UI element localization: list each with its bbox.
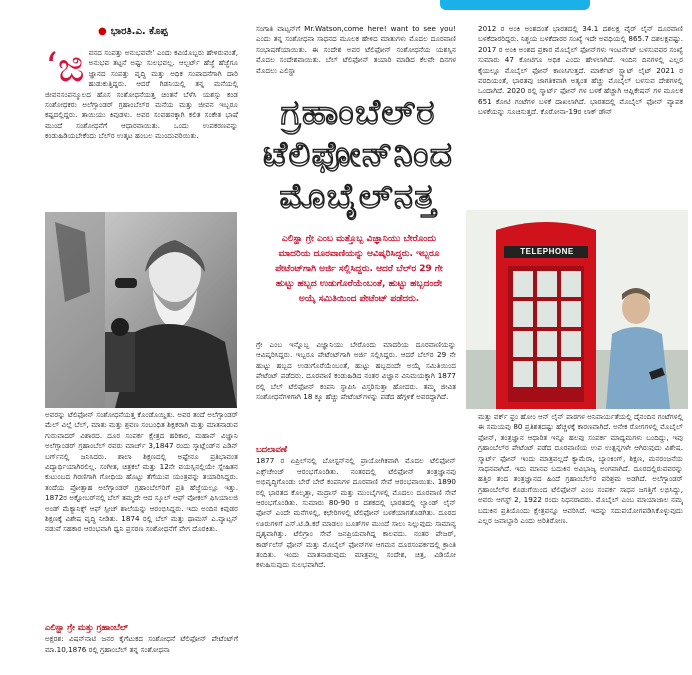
column-3-top-paragraph: 2012 ರ ಅಂಕಿ ಅಂಶದಂತೆ ಭಾರತದಲ್ಲಿ 34.1 ದಶಲಕ್ಷ ವೈರ್ ಲೈನ್ ದೂರವಾಣಿ ಬಳಕೆದಾರರಿದ್ದರು. ನಿಶ್ಚಯ ಬಳಕೆದಾರರ ಸಂಖ್ಯೆ ಇದೇ ಅವಧಿಯಲ್ಲಿ 865.7 ದಶಲಕ್ಷವಷ್ಟು. 2017 ರ ಅಂಕಿ ಅಂಶದ ಪ್ರಕಾರ ಮೊಬೈಲ್ ಫೋನ್‌ಗಳು ಇಂಟರ್ನೆಟ್ ಬಳಸುವವರ ಸಂಖ್ಯೆ ಸುಮಾರು 47 ಕೋಟಿಗೂ ಅಧಿಕ ಎಂದು ಹೇಳಲಾಗಿದೆ. ಇಂದಿನ ದಿನಗಳಲ್ಲಿ ಎಲ್ಲರ ಕೈಯಲ್ಲೂ ಮೊಬೈಲ್ ಫೋನ್ ಕಾಣಸಿಗುತ್ತದೆ. ಮಾರ್ಕೆಟ್ ಸ್ಟ್ಯಾಟ್ ಲೈಟ್ 2021 ರ ವರದಿಯಂತೆ, ಭಾರತವು ಜಾಗತಿಕವಾಗಿ ಅತ್ಯಂತ ಹೆಚ್ಚು ಮೊಬೈಲ್ ಬಳಸುವ ದೇಶಗಳಲ್ಲಿ ಒಂದಾಗಿದೆ. 2020 ರಲ್ಲಿ ಸ್ಮಾರ್ಟ್ ಫೋನ್ ಗಳ ಬಳಕೆ ಹೆಚ್ಚಾಗಿ ಆಪ್ಲಿಕೇಷನ್ ಗಳ ಮೂಲಕ 651 ಕೋಟಿ ಗಂಟೆಗಳ ಬಳಕೆ ದಾಖಲಾಗಿದೆ. ಭಾರತದಲ್ಲಿ ಮೊಬೈಲ್ ಫೋನ್ ವ್ಯಾಪಕ ಬಳಕೆಯನ್ನು ಸೂಚಿಸುತ್ತದೆ. ಕೊರೋನಾ-19ರ ಲಾಕ್ ಡೌನ್ (478, 24, 683, 117)
booth-illustration (466, 210, 688, 409)
byline-text: ಭಾರತಿ.ಎ. ಕೊಪ್ಪ (110, 26, 168, 37)
header-tab (440, 0, 590, 10)
section-heading-change: ಬದಲಾವಣೆ (256, 444, 287, 454)
title-line-2: ಟೆಲಿಫೋನ್‌ನಿಂದ (262, 135, 454, 175)
booth-sign: TELEPHONE (520, 247, 574, 256)
vintage-telephone-photo (45, 212, 237, 408)
title-line-1: ಗ್ರಹಾಂಬೆಲ್‌ರ (280, 93, 436, 133)
column-1-tail: ಅಕ್ಷರಶ: ವಿಷನ್‌ನಾಟಿ ಜನರ ಕೈಗೆಟುಕದ ಸಂಶೋಧನೆ ಟೆಲಿಫೋನ್ ಪೇಟೆಂಟ್‌ಗೆ ಮಾ.10,1876 ರಲ್ಲಿ ಗ್ರಹಾಂಬೆಲ್ ತನ್ನ ಸಂಶೋಧನಾ (45, 634, 238, 654)
column-3-bottom-paragraph: ಮತ್ತು ವರ್ಕ್ ಫ್ರಂ ಹೋಂ ಆನ್ ಲೈನ್ ಪಾಠಗಳ ಅನಿವಾರ್ಯತೆಯಲ್ಲಿ ದೈನಂದಿನ ಗಂಟೆಗಳಲ್ಲಿ ಈ ಸಮಯವು 80 ಪ್ರತಿಶತದಷ್ಟು ಹೆಚ್ಚಳಕ್ಕೆ ಕಾರಣವಾಗಿದೆ. ಅನೇಕ ರೋಗಗಳಲ್ಲಿ ಮೊಬೈಲ್ ಫೋನ್, ತಂತ್ರಜ್ಞಾನ ಆಧಾರಿತ ಇನ್ನೂ ಹಲವು ಸಂಪರ್ಕ ಮಾಧ್ಯಮಗಳು ಬಂದಿದ್ದು, ಇವು ಗ್ರಹಾಂಬೆಲ್‌ರ ಪೇಟೆಂಟ್ ಪಡೆದ ದೂರವಾಣಿಯ ಉಪ ಉತ್ಪನ್ನಗಳೇ ಆಗಿರುವುದು ವಿಶೇಷ. ಸ್ಮಾರ್ಟ್ ಫೋನ್ ಇಂದು ಮಾತ್ರವಲ್ಲದೆ ಕ್ಯಾಮೆರಾ, ಬ್ಯಾಂಕಿಂಗ್, ಶಿಕ್ಷಣ, ಮನರಂಜನೆಯ ಸಾಧನವಾಗಿದೆ. ಇದು ಮಾನವ ಬದುಕಿನ ಅವಿಭಾಜ್ಯ ಅಂಗವಾಗಿದೆ. ದೂರದಲ್ಲಿರುವವರನ್ನು ಹತ್ತಿರ ತಂದ ತಂತ್ರಜ್ಞಾನದ ಹಿಂದೆ ಗ್ರಹಾಂಬೆಲ್‌ರ ಪರಿಶ್ರಮ ಅಡಗಿದೆ. ಅಲೆಗ್ಸಾಂಡರ್ ಗ್ರಹಾಂಬೆಲ್‌ರ ಕೊಡುಗೆಯಿಂದ ಟೆಲಿಫೋನ್ ಎಂಬ ಸಂಪರ್ಕ ಸಾಧನ ಜಗತ್ತಿಗೆ ಲಭಿಸಿದ್ದು, ಅವರು ಆಗಸ್ಟ್ 2, 1922 ರಂದು ನಿಧನರಾದರು. ಮೊಬೈಲ್ ಎಂಬ ಮಾಯಾಜಾಲ ನಮ್ಮ ಬದುಕಿನ ಪ್ರತಿಯೊಂದು ಕ್ಷೇತ್ರವನ್ನೂ ಆವರಿಸಿದೆ. ಇದನ್ನು ಸದುಪಯೋಗಪಡಿಸಿಕೊಳ್ಳುವುದು ಎಲ್ಲರ ಜವಾಬ್ದಾರಿ ಎಂದು ಅರಿತಿರೋಣ. (478, 412, 683, 526)
section-heading-gray-and-bell: ಎಲಿಸ್ಹಾ ಗ್ರೇ ಮತ್ತು ಗ್ರಹಾಂಬೆಲ್ (45, 622, 129, 632)
column-2-mid (256, 340, 456, 438)
intro-text: ವನದ ಸಂಪತ್ತು ಅನುಭವವೇ’ ಎಂದು ಕವಿಯೊಬ್ಬರು ಹೇಳಿರುವಂತೆ, ಅನುಭವ ತಟ್ಟನೆ ಅಷ್ಟು ಸುಲಭವಲ್ಲ. ಆಲ್ಬರ್ಟ್ ಹೆಜ್ಜೆ ಹೆಜ್ಜೆಗೂ ಜ್ಞಾನದ ಸಂಪತ್ತು ವೃದ್ಧಿ ಮತ್ತು ಅಧಿಕ ಸಂಪಾದನೆಗಾಗಿ ದಾರಿ ಹುಡುಕುತ್ತಿದ್ದರು. ಆದರೆ ಗಿಡನಿಯಲ್ಲಿ ತನ್ನ ಮನೆಯಲ್ಲಿ ಜೀವನಸಂಪನ್ಮೂಲದ ಹೊಸ ಸಂಶೋಧನೆಯತ್ತ ಚಿಂತನೆ ಬೆಳೆಸಿ ಯಶಸ್ಸು ಕಂಡ ಸಂಶೋಧಕರು ಅಲೆಗ್ಸಾಂಡರ್ ಗ್ರಹಾಂಬೆಲ್‌ರ ಮನೆಯ ಮತ್ತು ಜೀವನ ಇಬ್ಬರೂ ಕಷ್ಟದಲ್ಲಿದ್ದರು. ತಾಯಿಯು ಕಿವುಡಳು. ಅವರ ಸಂವಹನಕ್ಕಾಗಿ ಕಲಿತ ಸಂಕೇತ ಭಾಷೆ ಮುಂದೆ ಸಂಶೋಧನೆಗೆ ಆಧಾರವಾಯಿತು. ಒಂದು ಉಪಕರಣವನ್ನು ಕಂಡುಹಿಡಿಯಬೇಕೆಂದು ಬೆಲ್‌ರ ಉತ್ಕಟ ಹಂಬಲ ಮುಂದುವರಿಯಿತು. (45, 48, 238, 141)
column-2-top-paragraph: ಸಂಗಾತಿ ವಾಟ್ಸನ್‌ಗೆ Mr.Watson,come here! want to see you! ಎಂದು ತನ್ನ ಸಂಶೋಧನಾ ಸಾಧನದ ಮೂಲಕ ಹೇಳಿದ ಮಾತುಗಳು ಮೊದಲ ದೂರವಾಣಿ ಸಂಭಾಷಣೆಯಾಯಿತು. ಈ ಸಂದೇಶ ಅವರ ಟೆಲಿಫೋನ್ ಸಂಶೋಧನೆಯ ಯಶಸ್ಸಿನ ಮೊದಲ ಸಂದೇಶವಾಯಿತು. ಬೆಲ್ ಟೆಲಿಫೋನ್ ತಯಾರಿ ಮಾಡಿದ ಕೆಲವೇ ದಿನಗಳ ಮೊದಲು ಎಲಿಸ್ಹಾ (256, 24, 456, 75)
column-1-paragraph: ಅವರನ್ನು ಟೆಲಿಫೋನ್ ಸಂಶೋಧನೆಯತ್ತ ಕೊಂಡೊಯ್ದಿತು. ಅವರ ತಂದೆ ಅಲೆಗ್ಸಾಂಡರ್ ಮೆಲ್ ವಿಲ್ಲೆ ಬೆಲ್, ಮಾತು ಮತ್ತು ಶ್ರವಣ ಸಂಬಂಧಿತ ಶಿಕ್ಷಕರಾಗಿ ಮತ್ತು ಮಾತನಾಡುವ ಗುರುವಾದರ್ ವಿಶಾರದ. ದೂರ ಸಂಪರ್ಕ ಕ್ಷೇತ್ರದ ಹರಿಕಾರ, ಮಹಾನ್ ವಿಜ್ಞಾನಿ ಅಲೆಗ್ಸಾಂಡರ್ ಗ್ರಹಾಂಬೆಲ್ ರವರು ಮಾರ್ಚ್ 3,1847 ರಂದು ಸ್ಕಾಟ್ಲೆಂಡ್‌ನ ಎಡಿನ್ ಬರ್ಗ್‌ನಲ್ಲಿ ಜನಿಸಿದರು. ಶಾಲಾ ಶಿಕ್ಷಣದಲ್ಲಿ ಅಷ್ಟೇನೂ ಪ್ರತಿಭಾವಂತ ವಿದ್ಯಾರ್ಥಿಯಾಗಿರಲಿಲ್ಲ. ಸಂಗೀತ, ಚಿತ್ರಕಲೆ ಮತ್ತು 12ನೇ ವಯಸ್ಸಿನಲ್ಲಿಯೇ ಸ್ನೇಹಿತನ ಕುಟುಂಬದ ಗಿರಣಿಗಾಗಿ ಗೋಧಿಯ ಹೊಟ್ಟು ತೆಗೆಯುವ ಯಂತ್ರವನ್ನು ತಯಾರಿಸಿದ್ದರು. ತಂದೆಯ ಪ್ರೋತ್ಸಾಹ ಅಲೆಗ್ಸಾಂಡರ್ ಗ್ರಹಾಂಬೆಲ್‌ರಿಗೆ ಪ್ರತಿ ಹೆಜ್ಜೆಯಲ್ಲೂ ಇತ್ತು. 1872ರ ಅಕ್ಟೋಬರ್‌ನಲ್ಲಿ ಬೆಲ್ ತಮ್ಮದೇ ಆದ ಸ್ಕೂಲ್ ಆಫ್ ವೋಕಲ್ ಫಿಸಿಯಾಲಜಿ ಅಂಡ್ ಮೆಕ್ಯಾನಿಕ್ಸ್ ಆಫ್ ಸ್ಪೀಚ್ ಶಾಲೆಯನ್ನು ಆರಂಭಿಸಿದ್ದರು. ಇದು ಅಂದಿನ ಕಿವುಡರ ಶಿಕ್ಷಣಕ್ಕೆ ವಿಶೇಷ ವೃದ್ಧಿ ನೀಡಿತು. 1874 ರಲ್ಲಿ ಬೆಲ್ ಮತ್ತು ಥಾಮಸ್ ಎ.ವ್ಯಾಟ್ಸನ್ ನಡುವೆ ಸಹಕಾರ ಆರಂಭವಾಗಿ ಧ್ವನಿ ಪ್ರಸರಣ ಸಂಶೋಧನೆಗೆ ವೇಗ ದೊರಕಿತು. (45, 410, 238, 534)
column-3-bottom (478, 412, 683, 675)
pull-quote: ಎಲಿಸ್ಹಾ ಗ್ರೇ ಎಂಬ ಮತ್ತೊಬ್ಬ ವಿಜ್ಞಾನಿಯು ಬೇರೊಂದು ಮಾದರಿಯ ದೂರವಾಣಿಯನ್ನು ಆವಿಷ್ಕರಿಸಿದ್ದರು. ಇಬ್ಬರೂ ಪೇಟೆಂಟ್‌ಗಾಗಿ ಅರ್ಜಿ ಸಲ್ಲಿಸಿದ್ದರು. ಆದರೆ ಬೆಲ್‌ರ 29 ಗೇ ಹುಟ್ಟು ಹಬ್ಬದ ಉಡುಗೊರೆಯೆಂಬಂತೆ, ಹುಟ್ಟು ಹಬ್ಬದಂದೇ ಅಯ್ಕೆ ಸಮಿತಿಯಿಂದ ಪೇಟೆಂಟ್ ಪಡೆದರು. (275, 234, 443, 304)
column-2-top (256, 24, 456, 90)
telephone-booth-photo (466, 210, 688, 409)
dropcap: ‘ಜಿ (45, 48, 85, 91)
column-3-top (478, 24, 683, 208)
bullet-icon: ● (98, 26, 107, 37)
telephone-photo-illustration (45, 212, 237, 408)
column-1-main (45, 410, 238, 620)
article-title (246, 92, 470, 218)
column-2-bottom (256, 440, 456, 675)
column-2-tail: 1877 ರ ಏಪ್ರಿಲ್‌ನಲ್ಲಿ ಬೋಸ್ಟನ್‌ನಲ್ಲಿ ಪ್ರಾಯೋಗಿಕವಾಗಿ ಮೊದಲ ಟೆಲಿಫೋನ್ ಎಕ್ಸ್‌ಚೇಂಜ್ ಆರಂಭಗೊಂಡಿತು. ನಂತರದಲ್ಲಿ ಟೆಲಿಫೋನ್ ತಂತ್ರಜ್ಞಾನವು ಅಭಿವೃದ್ಧಿಗೊಂಡು ಬೇರೆ ಬೇರೆ ಕಂಪನಿಗಳ ದೂರವಾಣಿ ಸೇವೆ ಆರಂಭವಾಯಿತು. 1890 ರಲ್ಲಿ ಭಾರತದ ಕೊಲ್ಕತ್ತಾ, ಮದ್ರಾಸ್ ಮತ್ತು ಮುಂಬೈಗಳಲ್ಲಿ ಮೊದಲು ದೂರವಾಣಿ ಸೇವೆ ಆರಂಭಗೊಂಡಿತು. ಸುಮಾರು 80-90 ರ ದಶಕದಲ್ಲಿ ಭಾರತದಲ್ಲಿ ಲ್ಯಾಂಡ್ ಲೈನ್ ಫೋನ್ ಎಂದೇ ಮನೆಗಳಲ್ಲಿ, ಕಛೇರಿಗಳಲ್ಲಿ ಟೆಲಿಫೋನ್ ಬಳಕೆಯಾಗತೊಡಗಿತು. ದೂರದ ಊರುಗಳಿಗೆ ಎಸ್.ಟಿ.ಡಿ.ಕರೆ ಮಾಡಲು ಬೂತ್‌ಗಳ ಮುಂದೆ ಸಾಲು ನಿಲ್ಲುವುದು ಸಾಮಾನ್ಯ ದೃಶ್ಯವಾಗಿತ್ತು. ಟೆಲಿಗ್ರಾಂ ಸೇವೆ ಜನಪ್ರಿಯವಾಗಿದ್ದ ಕಾಲವದು. ನಂತರ ಪೇಜರ್, ಕಾರ್ಡ್‌ಲೆಸ್ ಫೋನ್ ಮತ್ತು ಮೊಬೈಲ್ ಫೋನ್‌ಗಳ ಆಗಮನ ದೂರಸಂಪರ್ಕದಲ್ಲಿ ಕ್ರಾಂತಿ ತಂದಿತು. ಇಂದು ಮಾತನಾಡುವುದು ಮಾತ್ರವಲ್ಲ ಸಂದೇಶ, ಚಿತ್ರ, ವಿಡಿಯೋ ಕಳುಹಿಸುವುದು ಸುಲಭವಾಗಿದೆ. (256, 456, 456, 570)
title-line-3: ಮೊಬೈಲ್‌ನತ್ತ (279, 177, 437, 217)
top-bar (0, 0, 692, 12)
column-1-intro (45, 48, 238, 212)
column-2-mid-paragraph: ಗ್ರೇ ಎಂಬ ಇನ್ನೊಬ್ಬ ವಿಜ್ಞಾನಿಯು ಬೇರೊಂದು ಮಾದರಿಯ ದೂರವಾಣಿಯನ್ನು ಆವಿಷ್ಕರಿಸಿದ್ದರು. ಇಬ್ಬರೂ ಪೇಟೆಂಟ್‌ಗಾಗಿ ಅರ್ಜಿ ಸಲ್ಲಿಸಿದ್ದರು. ಆದರೆ ಬೆಲ್‌ರ 29 ನೇ ಹುಟ್ಟು ಹಬ್ಬದ ಉಡುಗೊರೆಯೆಂಬಂತೆ, ಹುಟ್ಟು ಹಬ್ಬದಂದೇ ಅಯ್ಕೆ ಸಮಿತಿಯಿಂದ ಪೇಟೆಂಟ್ ಪಡೆದರು. ದೂರವಾಣಿ ಕಂಡುಹಿಡಿದ ನಂತರ ವಿಜ್ಞಾನ ವಿನಿಮಯಕ್ಕಾಗಿ 1877 ರಲ್ಲಿ ಬೆಲ್ ಟೆಲಿಫೋನ್ ಕಂಪನಿ ಸ್ಥಾಪಿಸಿ ವಿಸ್ತರಿಸುತ್ತಾ ಹೋದರು. ತಮ್ಮ ಜೀವಿತ ಸಂಶೋಧನೆಗಳಿಗಾಗಿ 18 ಕ್ಕೂ ಹೆಚ್ಚು ಪೇಟೆಂಟ್‌ಗಳನ್ನು ಪಡೆದ ಹೆಗ್ಗಳಿಕೆ ಅವರದ್ದಾಗಿದೆ. (256, 340, 456, 402)
byline (98, 26, 168, 37)
column-1-bottom (45, 618, 238, 675)
